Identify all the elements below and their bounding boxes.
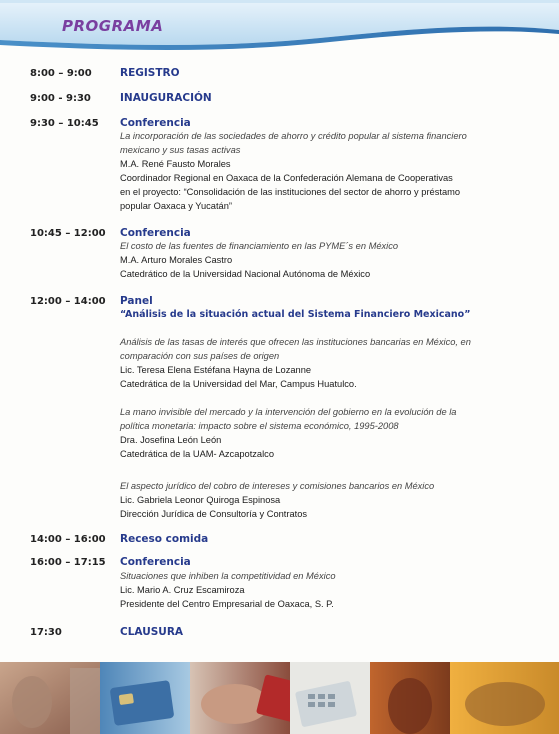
session-topic: Análisis de las tasas de interés que ofrecen las instituciones bancarias en México, en: [120, 337, 471, 347]
time-label: 9:30 – 10:45: [30, 118, 99, 129]
session-topic: mexicano y sus tasas activas: [120, 145, 241, 155]
time-label: 12:00 – 14:00: [30, 296, 106, 307]
panel-title: “Análisis de la situación actual del Sistema Financiero Mexicano”: [120, 309, 471, 320]
session-heading: Receso comida: [120, 533, 209, 545]
speaker-name: Lic. Mario A. Cruz Escamiroza: [120, 585, 245, 595]
session-heading: REGISTRO: [120, 67, 180, 79]
speaker-affiliation: Coordinador Regional en Oaxaca de la Confederación Alemana de Cooperativas: [120, 173, 453, 183]
session-topic: comparación con sus países de origen: [120, 351, 280, 361]
speaker-affiliation: popular Oaxaca y Yucatán”: [120, 201, 232, 211]
speaker-name: M.A. Arturo Morales Castro: [120, 255, 233, 265]
session-topic: El aspecto jurídico del cobro de intereses y comisiones bancarios en México: [120, 481, 435, 491]
session-topic: política monetaria: impacto sobre el sistema económico, 1995-2008: [120, 421, 399, 431]
speaker-affiliation: Presidente del Centro Empresarial de Oaxaca, S. P.: [120, 599, 334, 609]
session-topic: El costo de las fuentes de financiamiento en las PYME´s en México: [120, 241, 399, 251]
speaker-name: Dra. Josefina León León: [120, 435, 222, 445]
session-topic: La mano invisible del mercado y la intervención del gobierno en la evolución de la: [120, 407, 457, 417]
footer-collage: [0, 662, 559, 734]
time-label: 16:00 – 17:15: [30, 557, 106, 568]
time-label: 14:00 – 16:00: [30, 534, 106, 545]
session-topic: La incorporación de las sociedades de ahorro y crédito popular al sistema financiero: [120, 131, 467, 141]
speaker-affiliation: Catedrática de la Universidad del Mar, Campus Huatulco.: [120, 379, 357, 389]
session-heading: Panel: [120, 295, 153, 307]
speaker-affiliation: Catedrática de la UAM- Azcapotzalco: [120, 449, 274, 459]
time-label: 8:00 – 9:00: [30, 68, 92, 79]
session-heading: INAUGURACIÓN: [120, 92, 212, 104]
page-title: PROGRAMA: [62, 17, 164, 35]
footer-collage-graphic: [0, 662, 559, 734]
speaker-name: Lic. Gabriela Leonor Quiroga Espinosa: [120, 495, 281, 505]
session-heading: Conferencia: [120, 117, 191, 129]
speaker-name: M.A. René Fausto Morales: [120, 159, 231, 169]
time-label: 10:45 – 12:00: [30, 228, 106, 239]
time-label: 9:00 - 9:30: [30, 93, 91, 104]
speaker-affiliation: en el proyecto: “Consolidación de las instituciones del sector de ahorro y préstamo: [120, 187, 461, 197]
speaker-affiliation: Catedrático de la Universidad Nacional Autónoma de México: [120, 269, 371, 279]
speaker-name: Lic. Teresa Elena Estéfana Hayna de Lozanne: [120, 365, 312, 375]
header-banner: [0, 0, 559, 58]
time-label: 17:30: [30, 627, 62, 638]
session-heading: Conferencia: [120, 227, 191, 239]
session-heading: Conferencia: [120, 556, 191, 568]
session-heading: CLAUSURA: [120, 626, 184, 638]
speaker-affiliation: Dirección Jurídica de Consultoría y Contratos: [120, 509, 308, 519]
session-topic: Situaciones que inhiben la competitividad en México: [120, 571, 336, 581]
